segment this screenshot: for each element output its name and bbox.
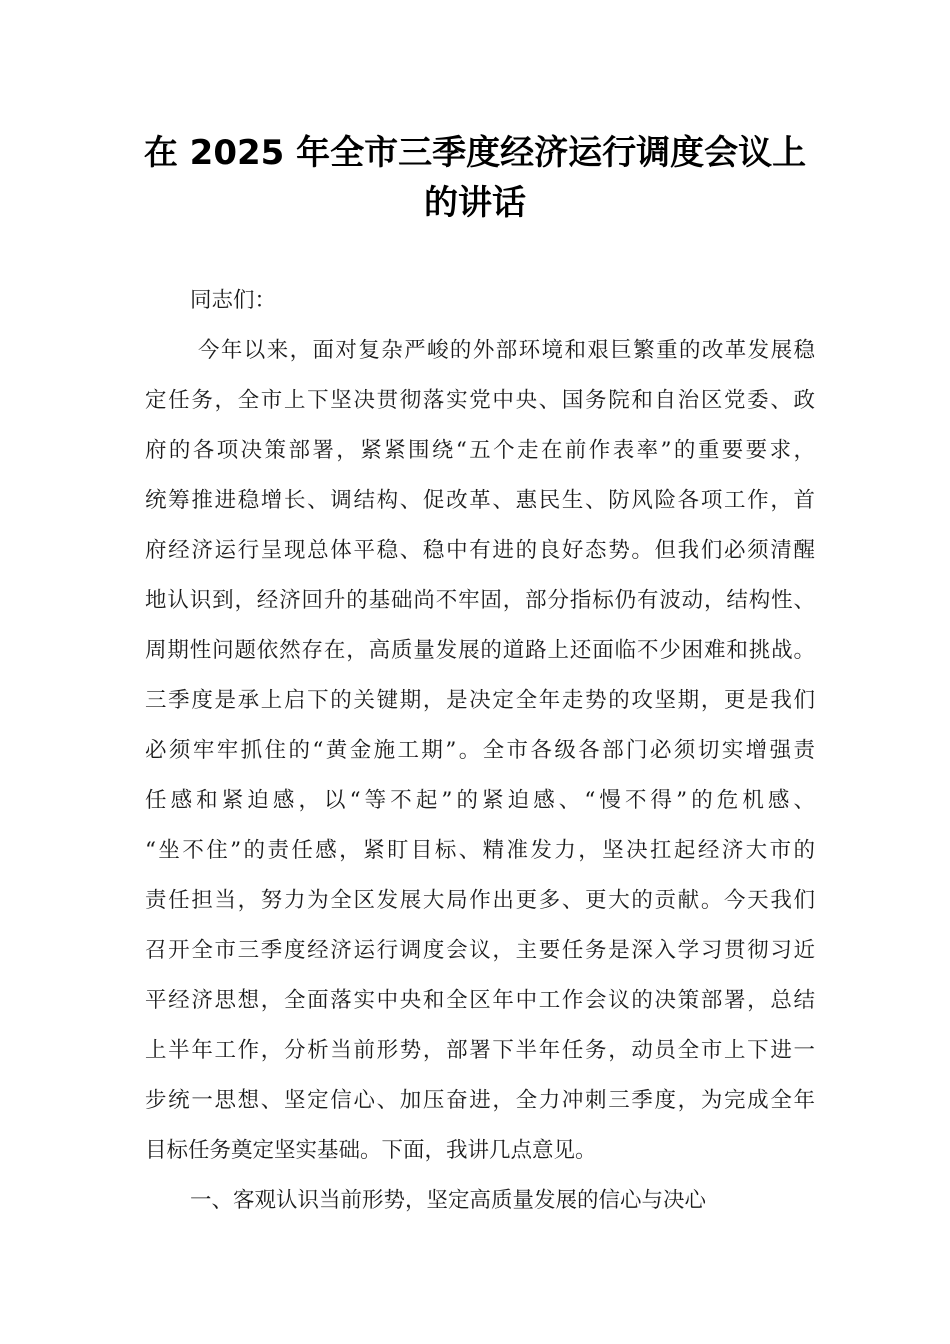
document-title: [140, 128, 810, 228]
paragraph-line: 必须牢牢抓住的“黄金施工期”。全市各级各部门必须切实增强责: [145, 738, 815, 763]
paragraph-line: 三季度是承上启下的关键期，是决定全年走势的攻坚期，更是我们: [145, 688, 815, 713]
salutation: 同志们：: [190, 288, 277, 313]
paragraph-line: 目标任务奠定坚实基础。下面，我讲几点意见。: [145, 1138, 597, 1163]
paragraph-line: 任感和紧迫感，以“等不起”的紧迫感、“慢不得”的危机感、: [145, 788, 815, 813]
paragraph-line: 责任担当，努力为全区发展大局作出更多、更大的贡献。今天我们: [145, 888, 815, 913]
paragraph-line: 定任务，全市上下坚决贯彻落实党中央、国务院和自治区党委、政: [145, 388, 815, 413]
paragraph-line: “坐不住”的责任感，紧盯目标、精准发力，坚决扛起经济大市的: [145, 838, 815, 863]
title-line-1: 在 2025 年全市三季度经济运行调度会议上: [143, 133, 807, 173]
title-line-2: 的讲话: [424, 183, 526, 223]
paragraph-line: 平经济思想，全面落实中央和全区年中工作会议的决策部署，总结: [145, 988, 815, 1013]
section-heading: 一、客观认识当前形势，坚定高质量发展的信心与决心: [190, 1188, 707, 1213]
paragraph-line: 上半年工作，分析当前形势，部署下半年任务，动员全市上下进一: [145, 1038, 815, 1063]
paragraph-line: 府经济运行呈现总体平稳、稳中有进的良好态势。但我们必须清醒: [145, 538, 815, 563]
paragraph-line: 召开全市三季度经济运行调度会议，主要任务是深入学习贯彻习近: [145, 938, 815, 963]
paragraph-line: 周期性问题依然存在，高质量发展的道路上还面临不少困难和挑战。: [145, 638, 815, 663]
paragraph-line: 府的各项决策部署，紧紧围绕“五个走在前作表率”的重要要求，: [145, 438, 815, 463]
paragraph-line: 今年以来，面对复杂严峻的外部环境和艰巨繁重的改革发展稳: [198, 338, 815, 363]
paragraph-line: 地认识到，经济回升的基础尚不牢固，部分指标仍有波动，结构性、: [145, 588, 815, 613]
paragraph-line: 统筹推进稳增长、调结构、促改革、惠民生、防风险各项工作，首: [145, 488, 815, 513]
paragraph-line: 步统一思想、坚定信心、加压奋进，全力冲刺三季度，为完成全年: [145, 1088, 815, 1113]
